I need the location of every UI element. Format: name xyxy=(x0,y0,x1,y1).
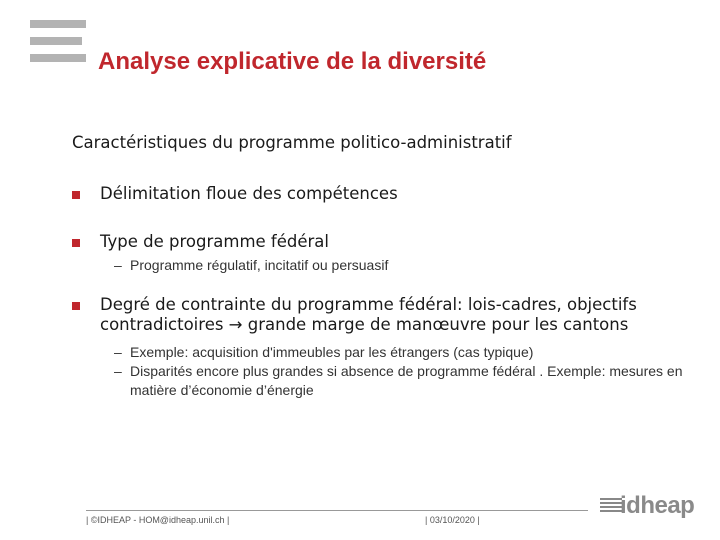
sub-item-text: Disparités encore plus grandes si absence de programme fédéral . Exemple: mesures en matière d’économie d’énergie xyxy=(130,363,683,398)
footer-divider xyxy=(86,510,588,511)
sub-item xyxy=(100,362,692,400)
bullet-text: Degré de contrainte du programme fédéral: lois-cadres, objectifs contradictoires → grande marge de manœuvre pour les cantons xyxy=(100,295,637,334)
slide-subtitle: Caractéristiques du programme politico-administratif xyxy=(72,133,512,152)
sub-item-text: Programme régulatif, incitatif ou persuasif xyxy=(130,257,389,273)
sub-item xyxy=(100,343,692,362)
logo-bar xyxy=(30,54,86,62)
bullet-text: Type de programme fédéral xyxy=(100,232,329,251)
dash-bullet-icon: – xyxy=(114,363,122,379)
sub-item xyxy=(100,256,692,275)
brand-name: idheap xyxy=(620,492,695,519)
bullet-item xyxy=(72,232,692,275)
sub-item-text: Exemple: acquisition d'immeubles par les étrangers (cas typique) xyxy=(130,344,534,360)
dash-bullet-icon: – xyxy=(114,344,122,360)
bullet-item xyxy=(72,184,692,204)
bullet-text: Délimitation floue des compétences xyxy=(100,184,398,203)
footer-copyright: | ©IDHEAP - HOM@idheap.unil.ch | xyxy=(86,515,230,525)
square-bullet-icon xyxy=(72,191,80,199)
logo-lines-icon xyxy=(600,498,622,514)
dash-bullet-icon: – xyxy=(114,257,122,273)
square-bullet-icon xyxy=(72,239,80,247)
bullet-item xyxy=(72,295,692,400)
logo-bar xyxy=(30,20,86,28)
sub-list xyxy=(100,256,692,275)
idheap-logo xyxy=(600,492,695,520)
footer-date: | 03/10/2020 | xyxy=(425,515,480,525)
logo-bar xyxy=(30,37,82,45)
slide-title: Analyse explicative de la diversité xyxy=(98,48,487,75)
bullet-list xyxy=(72,184,692,400)
header-logo-bars xyxy=(30,20,86,71)
square-bullet-icon xyxy=(72,302,80,310)
sub-list xyxy=(100,343,692,400)
